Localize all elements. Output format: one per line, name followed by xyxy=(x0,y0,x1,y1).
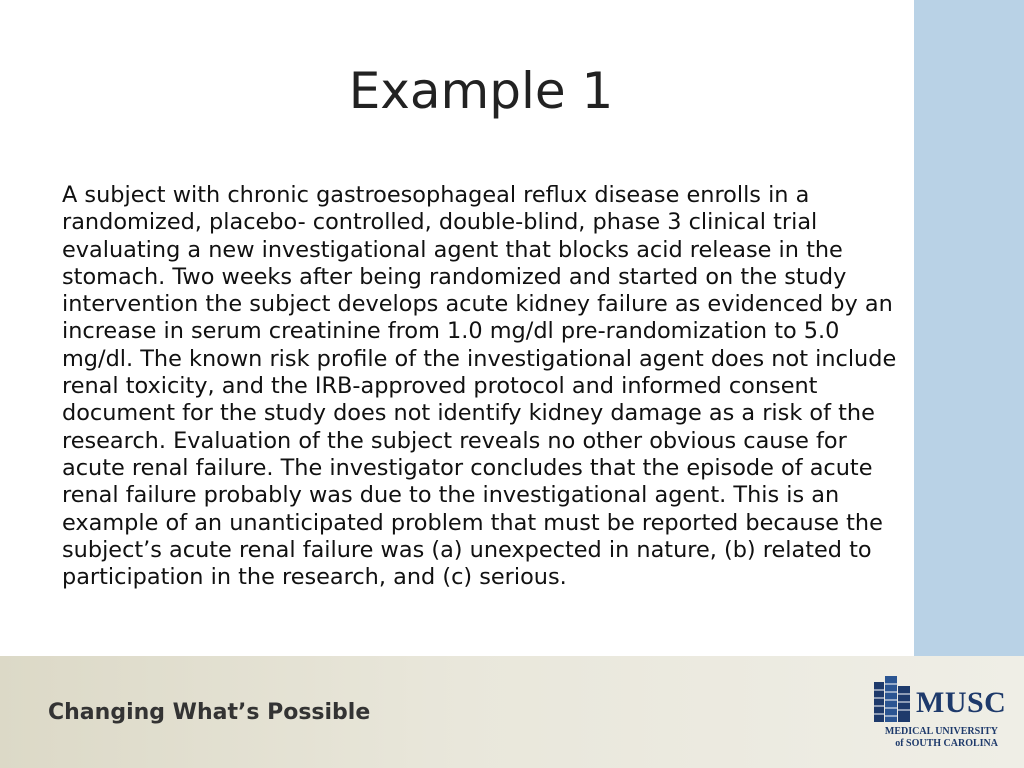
slide-body: A subject with chronic gastroesophageal reflux disease enrolls in a randomized, placebo- controlled, double-blind, phase 3 clinical trial evaluating a new investigational agent that blocks acid release in the stomach. Two weeks after being randomized and started on the study intervention the subject develops acute kidney failure as evidenced by an increase in serum creatinine from 1.0 mg/dl pre-randomization to 5.0 mg/dl. The known risk profile of the investigational agent does not include renal toxicity, and the IRB-approved protocol and informed consent document for the study does not identify kidney damage as a risk of the research. Evaluation of the subject reveals no other obvious cause for acute renal failure. The investigator concludes that the episode of acute renal failure probably was due to the investigational agent. This is an example of an unanticipated problem that must be reported because the subject’s acute renal failure was (a) unexpected in nature, (b) related to participation in the research, and (c) serious. xyxy=(62,182,897,591)
slide-title: Example 1 xyxy=(348,62,614,120)
building-icon xyxy=(872,672,916,722)
logo-line-2: of SOUTH CAROLINA xyxy=(895,738,998,749)
footer-tagline: Changing What’s Possible xyxy=(48,700,371,725)
logo-line-1: MEDICAL UNIVERSITY xyxy=(884,726,998,737)
musc-logo xyxy=(872,672,1007,760)
logo-wordmark: MUSC xyxy=(916,686,1007,719)
footer-bar xyxy=(0,656,1024,768)
